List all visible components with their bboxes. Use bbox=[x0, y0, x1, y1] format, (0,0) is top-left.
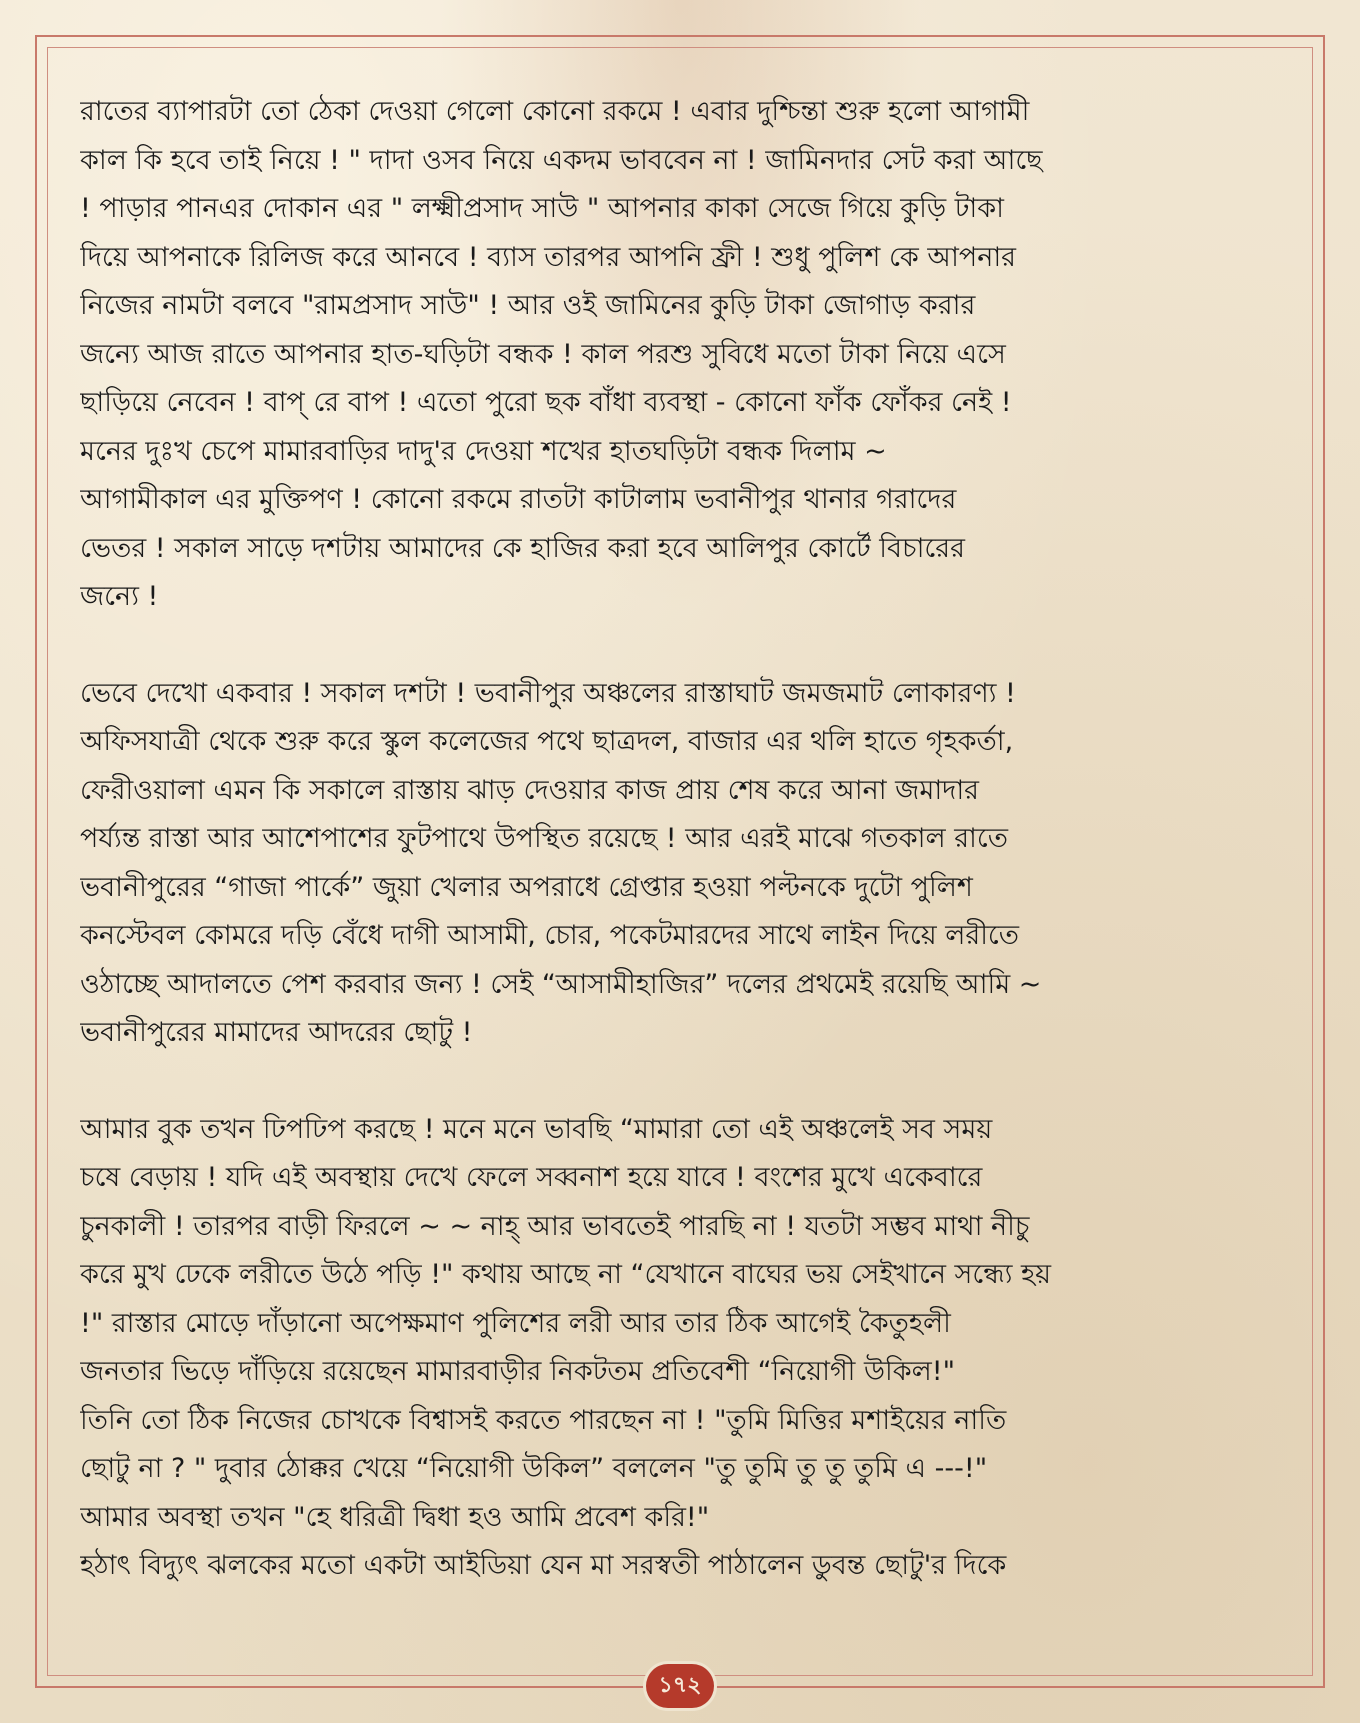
paragraph-3 bbox=[80, 1106, 1280, 1591]
text-line: পর্য্যন্ত রাস্তা আর আশেপাশের ফুটপাথে উপস্থিত রয়েছে ! আর এরই মাঝে গতকাল রাতে bbox=[80, 823, 1008, 854]
text-line: করে মুখ ঢেকে লরীতে উঠে পড়ি !" কথায় আছে না “যেখানে বাঘের ভয় সেইখানে সন্ধ্যে হয় bbox=[80, 1259, 1052, 1290]
text-line: জনতার ভিড়ে দাঁড়িয়ে রয়েছেন মামারবাড়ীর নিকটতম প্রতিবেশী “নিয়োগী উকিল!" bbox=[80, 1356, 955, 1387]
text-line: রাতের ব্যাপারটা তো ঠেকা দেওয়া গেলো কোনো রকমে ! এবার দুশ্চিন্তা শুরু হলো আগামী bbox=[80, 96, 1030, 127]
text-line: চুনকালী ! তারপর বাড়ী ফিরলে ~ ~ নাহ্ আর ভাবতেই পারছি না ! যতটা সম্ভব মাথা নীচু bbox=[80, 1210, 1030, 1242]
text-line: ফেরীওয়ালা এমন কি সকালে রাস্তায় ঝাড় দেওয়ার কাজ প্রায় শেষ করে আনা জমাদার bbox=[80, 774, 980, 806]
text-line: কনস্টেবল কোমরে দড়ি বেঁধে দাগী আসামী, চোর, পকেটমারদের সাথে লাইন দিয়ে লরীতে bbox=[80, 920, 1020, 951]
text-line: নিজের নামটা বলবে "রামপ্রসাদ সাউ" ! আর ওই জামিনের কুড়ি টাকা জোগাড় করার bbox=[80, 290, 976, 321]
text-line: হঠাৎ বিদ্যুৎ ঝলকের মতো একটা আইডিয়া যেন মা সরস্বতী পাঠালেন ডুবন্ত ছোটু'র দিকে bbox=[80, 1550, 1007, 1581]
text-line: কাল কি হবে তাই নিয়ে ! " দাদা ওসব নিয়ে একদম ভাববেন না ! জামিনদার সেট করা আছে bbox=[80, 144, 1043, 176]
text-line: ছোটু না ? " দুবার ঠোক্কর খেয়ে “নিয়োগী উকিল” বললেন "তু তুমি তু তু তুমি এ ---!" bbox=[80, 1453, 988, 1484]
text-line: মনের দুঃখ চেপে মামারবাড়ির দাদু'র দেওয়া শখের হাতঘড়িটা বন্ধক দিলাম ~ bbox=[80, 435, 887, 467]
text-line: ভেবে দেখো একবার ! সকাল দশটা ! ভবানীপুর অঞ্চলের রাস্তাঘাট জমজমাট লোকারণ্য ! bbox=[80, 677, 1016, 709]
text-line: অফিসযাত্রী থেকে শুরু করে স্কুল কলেজের পথে ছাত্রদল, বাজার এর থলি হাতে গৃহকর্তা, bbox=[80, 726, 1014, 757]
paragraph-1 bbox=[80, 88, 1280, 622]
text-line: ভেতর ! সকাল সাড়ে দশটায় আমাদের কে হাজির করা হবে আলিপুর কোর্টে বিচারের bbox=[80, 532, 965, 564]
text-line: ভবানীপুরের মামাদের আদরের ছোটু ! bbox=[80, 1017, 473, 1048]
text-line: চষে বেড়ায় ! যদি এই অবস্থায় দেখে ফেলে সব্বনাশ হয়ে যাবে ! বংশের মুখে একেবারে bbox=[80, 1162, 983, 1193]
text-line: জন্যে ! bbox=[80, 581, 159, 612]
text-line: ভবানীপুরের “গাজা পার্কে” জুয়া খেলার অপরাধে গ্রেপ্তার হওয়া পল্টনকে দুটো পুলিশ bbox=[80, 871, 973, 903]
text-line: ! পাড়ার পানএর দোকান এর " লক্ষ্মীপ্রসাদ সাউ " আপনার কাকা সেজে গিয়ে কুড়ি টাকা bbox=[80, 193, 1004, 224]
story-text bbox=[80, 88, 1280, 1591]
text-line: !" রাস্তার মোড়ে দাঁড়ানো অপেক্ষমাণ পুলিশের লরী আর তার ঠিক আগেই কৈতুহলী bbox=[80, 1307, 951, 1339]
text-line: জন্যে আজ রাতে আপনার হাত-ঘড়িটা বন্ধক ! কাল পরশু সুবিধে মতো টাকা নিয়ে এসে bbox=[80, 338, 1006, 370]
text-line: ছাড়িয়ে নেবেন ! বাপ্ রে বাপ ! এতো পুরো ছক বাঁধা ব্যবস্থা - কোনো ফাঁক ফোঁকর নেই ! bbox=[80, 387, 1012, 418]
text-line: আমার বুক তখন ঢিপঢিপ করছে ! মনে মনে ভাবছি “মামারা তো এই অঞ্চলেই সব সময় bbox=[80, 1113, 993, 1145]
page-number: ১৭২ bbox=[646, 1664, 714, 1708]
text-line: আগামীকাল এর মুক্তিপণ ! কোনো রকমে রাতটা কাটালাম ভবানীপুর থানার গরাদের bbox=[80, 484, 957, 515]
paragraph-2 bbox=[80, 670, 1280, 1058]
text-line: তিনি তো ঠিক নিজের চোখকে বিশ্বাসই করতে পারছেন না ! "তুমি মিত্তির মশাইয়ের নাতি bbox=[80, 1404, 1007, 1436]
text-line: দিয়ে আপনাকে রিলিজ করে আনবে ! ব্যাস তারপর আপনি ফ্রী ! শুধু পুলিশ কে আপনার bbox=[80, 241, 1017, 273]
text-line: আমার অবস্থা তখন "হে ধরিত্রী দ্বিধা হও আমি প্রবেশ করি!" bbox=[80, 1501, 710, 1533]
text-line: ওঠাচ্ছে আদালতে পেশ করবার জন্য ! সেই “আসামীহাজির” দলের প্রথমেই রয়েছি আমি ~ bbox=[80, 968, 1042, 1000]
